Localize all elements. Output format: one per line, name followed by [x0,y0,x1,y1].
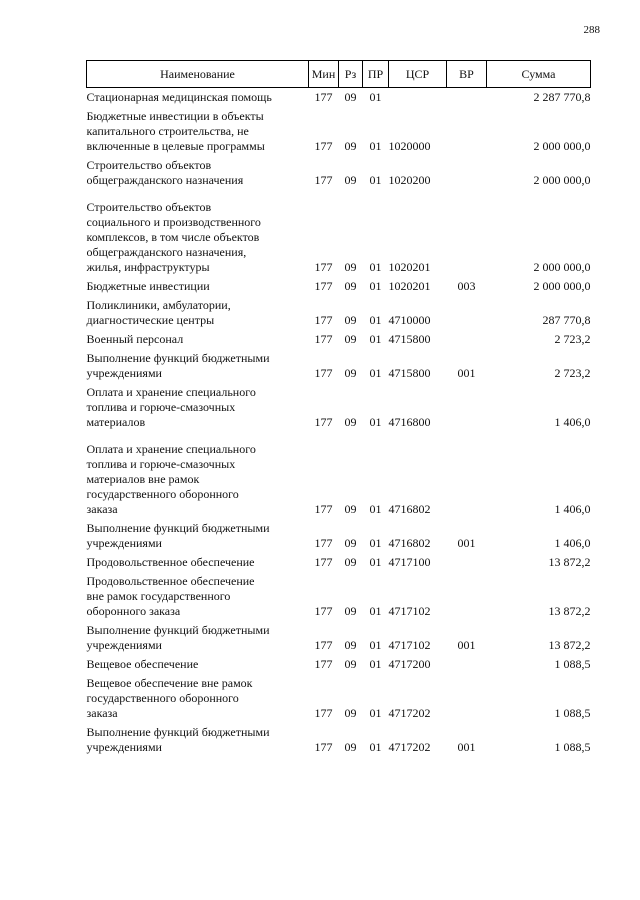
cell-pr: 01 [369,502,382,516]
cell-csr: 1020000 [388,139,431,153]
cell-sum: 13 872,2 [548,638,591,652]
header-csr: ЦСР [389,61,447,88]
cell-rz: 09 [344,366,357,380]
cell-sum: 2 000 000,0 [533,260,591,274]
table-row [87,277,591,296]
table-row [87,723,591,757]
cell-min: 177 [314,415,333,429]
table-row [87,296,591,330]
cell-pr: 01 [369,657,382,671]
cell-name: Бюджетные инвестиции [86,279,210,293]
cell-csr: 4710000 [388,313,431,327]
cell-pr: 01 [369,706,382,720]
cell-vr: 001 [457,536,476,550]
cell-sum: 2 723,2 [554,332,591,346]
cell-rz: 09 [344,90,357,104]
page-number: 288 [583,24,600,36]
cell-csr: 4715800 [388,366,431,380]
cell-name: Вещевое обеспечение вне рамок государственного оборонного заказа [86,676,253,720]
cell-csr: 4715800 [388,332,431,346]
cell-name: Выполнение функций бюджетными учреждениями [86,623,270,652]
table-row [87,330,591,349]
header-name: Наименование [87,61,309,88]
cell-min: 177 [314,536,333,550]
cell-sum: 1 406,0 [554,502,591,516]
cell-csr: 1020200 [388,173,431,187]
cell-vr [447,674,487,723]
cell-name: Стационарная медицинская помощь [86,90,272,104]
cell-rz: 09 [344,638,357,652]
cell-csr: 4716802 [388,502,431,516]
cell-rz: 09 [344,740,357,754]
cell-min: 177 [314,260,333,274]
cell-name: Выполнение функций бюджетными учреждениями [86,725,270,754]
cell-pr: 01 [369,536,382,550]
cell-min: 177 [314,90,333,104]
cell-sum: 2 000 000,0 [533,139,591,153]
cell-csr: 4716800 [388,415,431,429]
cell-rz: 09 [344,260,357,274]
cell-name: Строительство объектов общегражданского назначения [86,158,244,187]
cell-sum: 2 287 770,8 [533,90,591,104]
table-body [87,88,591,758]
cell-vr [447,156,487,190]
cell-min: 177 [314,139,333,153]
cell-rz: 09 [344,139,357,153]
header-sum: Сумма [487,61,591,88]
cell-vr [447,432,487,519]
cell-min: 177 [314,657,333,671]
cell-pr: 01 [369,90,382,104]
cell-vr [447,572,487,621]
cell-pr: 01 [369,638,382,652]
table-row [87,621,591,655]
cell-sum: 1 406,0 [554,415,591,429]
cell-csr: 1020201 [388,279,431,293]
cell-min: 177 [314,366,333,380]
table-row [87,156,591,190]
cell-csr: 1020201 [388,260,431,274]
cell-min: 177 [314,638,333,652]
cell-name: Строительство объектов социального и производственного комплексов, в том числе объектов общегражданского назначения, жилья, инфраструктуры [86,200,261,274]
cell-vr [447,330,487,349]
cell-name: Продовольственное обеспечение [86,555,255,569]
cell-sum: 1 088,5 [554,740,591,754]
cell-sum: 2 000 000,0 [533,279,591,293]
cell-min: 177 [314,313,333,327]
cell-csr: 4717102 [388,638,431,652]
cell-name: Выполнение функций бюджетными учреждениями [86,521,270,550]
cell-min: 177 [314,604,333,618]
table-row [87,572,591,621]
cell-rz: 09 [344,173,357,187]
header-pr: ПР [363,61,389,88]
table-row [87,519,591,553]
cell-csr: 4716802 [388,536,431,550]
table-row [87,190,591,277]
cell-vr: 001 [457,366,476,380]
cell-vr: 001 [457,740,476,754]
cell-csr: 4717100 [388,555,431,569]
table-row [87,88,591,108]
cell-name: Вещевое обеспечение [86,657,199,671]
cell-min: 177 [314,279,333,293]
cell-csr: 4717202 [388,740,431,754]
cell-name: Бюджетные инвестиции в объекты капитального строительства, не включенные в целевые программы [86,109,265,153]
cell-rz: 09 [344,555,357,569]
cell-pr: 01 [369,366,382,380]
cell-csr: 4717200 [388,657,431,671]
header-rz: Рз [339,61,363,88]
cell-sum: 1 406,0 [554,536,591,550]
cell-rz: 09 [344,313,357,327]
table-row [87,349,591,383]
cell-pr: 01 [369,260,382,274]
table-header-row [87,61,591,88]
cell-name: Оплата и хранение специального топлива и горюче-смазочных материалов вне рамок государственного оборонного заказа [86,442,256,516]
cell-name: Поликлиники, амбулатории, диагностические центры [86,298,231,327]
table-row [87,383,591,432]
cell-name: Оплата и хранение специального топлива и горюче-смазочных материалов [86,385,256,429]
cell-csr: 4717102 [388,604,431,618]
cell-name: Выполнение функций бюджетными учреждениями [86,351,270,380]
cell-pr: 01 [369,173,382,187]
cell-name: Продовольственное обеспечение вне рамок государственного оборонного заказа [86,574,255,618]
cell-min: 177 [314,555,333,569]
cell-vr [447,88,487,108]
cell-sum: 13 872,2 [548,604,591,618]
cell-vr [447,296,487,330]
cell-name: Военный персонал [86,332,184,346]
header-min: Мин [309,61,339,88]
cell-rz: 09 [344,502,357,516]
cell-min: 177 [314,706,333,720]
cell-min: 177 [314,740,333,754]
cell-pr: 01 [369,604,382,618]
cell-pr: 01 [369,313,382,327]
table-row [87,107,591,156]
table-row [87,674,591,723]
cell-vr [447,190,487,277]
table-row [87,655,591,674]
cell-csr: 4717202 [388,706,431,720]
cell-sum: 2 723,2 [554,366,591,380]
cell-sum: 2 000 000,0 [533,173,591,187]
budget-table [86,60,591,757]
cell-pr: 01 [369,555,382,569]
cell-rz: 09 [344,536,357,550]
cell-rz: 09 [344,332,357,346]
cell-vr [447,655,487,674]
cell-min: 177 [314,173,333,187]
cell-pr: 01 [369,740,382,754]
cell-sum: 1 088,5 [554,657,591,671]
table-row [87,432,591,519]
cell-rz: 09 [344,657,357,671]
cell-rz: 09 [344,604,357,618]
header-vr: ВР [447,61,487,88]
cell-vr [447,553,487,572]
cell-pr: 01 [369,332,382,346]
cell-rz: 09 [344,706,357,720]
cell-pr: 01 [369,415,382,429]
cell-vr [447,107,487,156]
cell-min: 177 [314,332,333,346]
cell-sum: 1 088,5 [554,706,591,720]
cell-sum: 13 872,2 [548,555,591,569]
cell-min: 177 [314,502,333,516]
cell-vr: 001 [457,638,476,652]
cell-sum: 287 770,8 [542,313,591,327]
table-row [87,553,591,572]
cell-vr: 003 [457,279,476,293]
cell-csr [389,88,447,108]
cell-vr [447,383,487,432]
cell-rz: 09 [344,279,357,293]
cell-pr: 01 [369,279,382,293]
cell-pr: 01 [369,139,382,153]
cell-rz: 09 [344,415,357,429]
